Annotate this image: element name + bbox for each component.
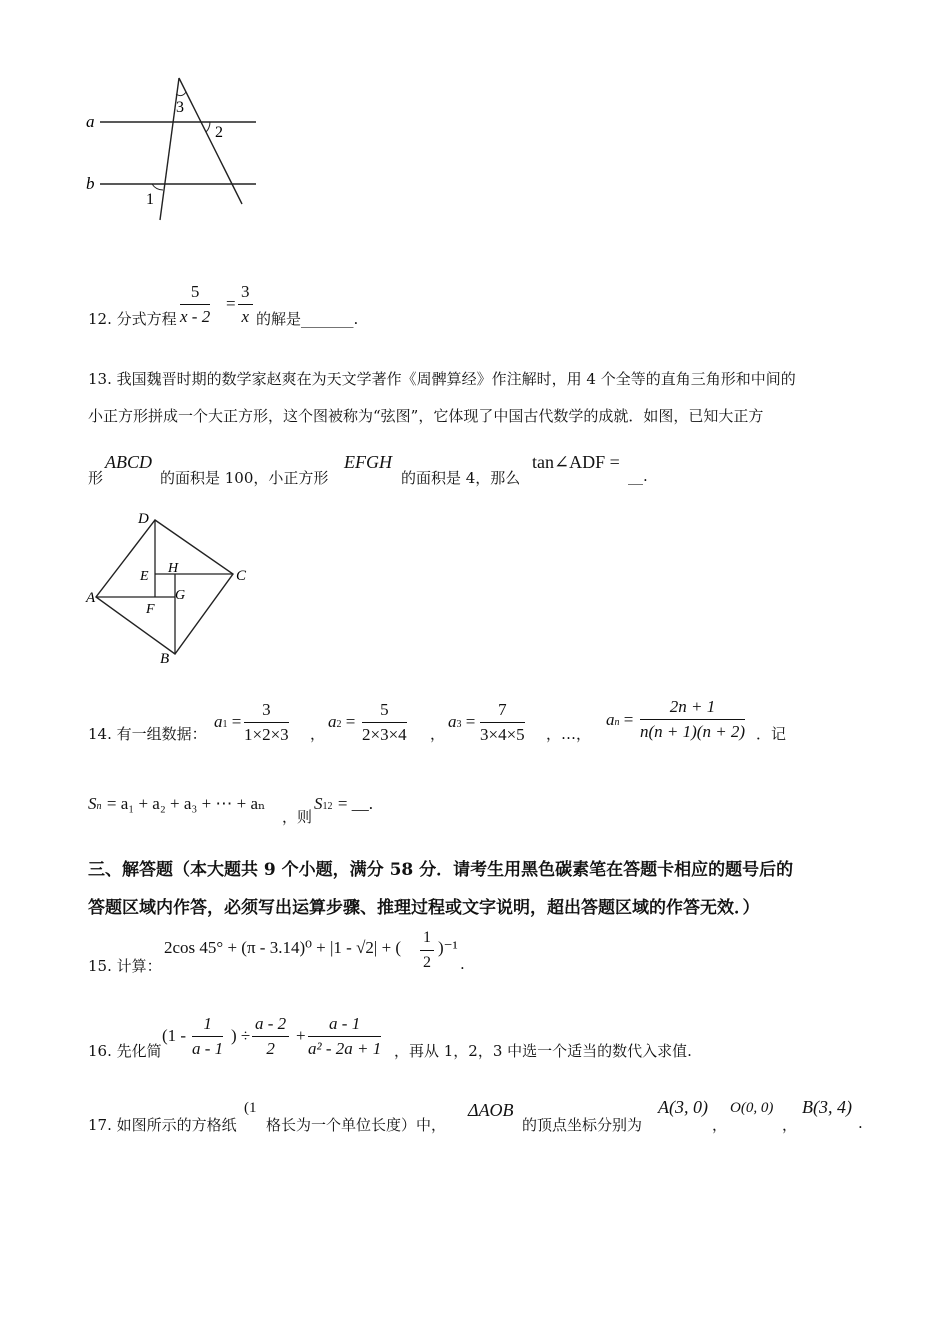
q17-paren-one: (1 xyxy=(244,1100,257,1116)
label-H: H xyxy=(168,561,179,576)
xiantu-figure xyxy=(82,505,257,670)
q12-frac1-num: 5 xyxy=(180,282,210,305)
q16-suffix: ，再从 1，2，3 中选一个适当的数代入求值. xyxy=(394,1042,692,1060)
q14-an: an = xyxy=(606,710,634,729)
q14-then: ，则 xyxy=(282,808,313,826)
q15-expression: 2cos 45° + (π - 3.14)⁰ + |1 - √2| + ( xyxy=(164,938,402,957)
q13-tan-expression: tan∠ADF = xyxy=(532,452,620,472)
label-E: E xyxy=(140,569,149,584)
q17-mid2: 的顶点坐标分别为 xyxy=(522,1116,643,1134)
parallel-lines-figure xyxy=(80,70,270,230)
q12-fraction-2 xyxy=(238,282,253,327)
label-a: a xyxy=(86,112,95,131)
q15-suffix: . xyxy=(460,955,465,973)
q13-line1: 13. 我国魏晋时期的数学家赵爽在为天文学著作《周髀算经》作注解时，用 4 个全等的直角三角形和中间的 xyxy=(88,370,796,388)
q17-point-O: O(0, 0) xyxy=(730,1100,774,1116)
q14-a1-fraction: $\frac{3}{1\times 2\times 3}$ xyxy=(244,700,289,744)
q14-s12: S12 = __. xyxy=(314,794,373,813)
q14-a3: a3 = xyxy=(448,712,476,731)
q15-prefix: 15. 计算： xyxy=(88,957,162,975)
label-F: F xyxy=(146,602,155,617)
q17-point-B: B(3, 4) xyxy=(802,1097,852,1117)
q14-comma-1: ， xyxy=(310,725,326,743)
q17-mid: 格长为一个单位长度）中， xyxy=(266,1116,447,1134)
q16-fraction-1: $\frac{1}{a - 1}$ xyxy=(192,1014,224,1058)
q14-a2-fraction: $\frac{5}{2\times 3\times 4}$ xyxy=(362,700,407,744)
section3-line2: 答题区域内作答，必须写出运算步骤、推理过程或文字说明，超出答题区域的作答无效．） xyxy=(88,898,760,918)
q12-fraction-1 xyxy=(180,282,210,327)
angle-2-arc xyxy=(206,122,210,132)
q16-prefix: 16. 先化简 xyxy=(88,1042,162,1060)
label-G: G xyxy=(175,588,186,603)
q12-frac2-den: x xyxy=(241,307,250,326)
q17-end: . xyxy=(858,1114,863,1132)
q17-sep-2: ， xyxy=(782,1116,798,1134)
q16-fraction-2: $\frac{a - 2}{2}$ xyxy=(252,1014,289,1059)
label-2: 2 xyxy=(215,124,223,141)
q15-exponent: )⁻¹ xyxy=(438,938,458,957)
q16-divide: ) ÷ xyxy=(231,1026,251,1045)
q13-abcd: ABCD xyxy=(105,452,152,472)
q17-triangle: ΔAOB xyxy=(468,1100,514,1120)
q16-open: (1 - xyxy=(162,1026,187,1045)
q12-frac1-den: x - 2 xyxy=(180,307,211,326)
q14-ellipsis: ，…， xyxy=(546,725,592,743)
q15-half-fraction: $\frac{1}{2}$ xyxy=(420,928,434,973)
label-b: b xyxy=(86,174,95,193)
q16-plus: + xyxy=(296,1026,306,1045)
q14-sum-definition: Sn = a₁ + a₂ + a₃ + ⋯ + aₙ xyxy=(88,794,266,813)
q13-line3-b: 的面积是 100，小正方形 xyxy=(160,469,329,487)
q14-a2: a2 = xyxy=(328,712,356,731)
q17-point-A: A(3, 0) xyxy=(658,1097,708,1117)
q14-a1: a1 = xyxy=(214,712,242,731)
q17-prefix: 17. 如图所示的方格纸 xyxy=(88,1116,237,1134)
q14-suffix: ．记 xyxy=(756,725,787,743)
section3-line1: 三、解答题（本大题共 9 个小题，满分 58 分．请考生用黑色碳素笔在答题卡相应的题号后的 xyxy=(88,860,794,880)
q12-equals: = xyxy=(226,294,236,313)
q14-prefix: 14. 有一组数据： xyxy=(88,725,207,743)
q14-a3-fraction: $\frac{7}{3\times 4\times 5}$ xyxy=(480,700,525,744)
q13-line2: 小正方形拼成一个大正方形，这个图被称为“弦图”，它体现了中国古代数学的成就．如图，已知大正方 xyxy=(88,407,764,425)
label-A: A xyxy=(86,590,96,606)
q13-blank: __. xyxy=(628,467,648,485)
q13-efgh: EFGH xyxy=(344,452,392,472)
big-square-abcd xyxy=(96,520,233,654)
q16-fraction-3: $\frac{a - 1}{\text{a² - 2a + 1}}$ xyxy=(308,1014,382,1058)
transversal-right xyxy=(179,78,242,204)
q12-suffix: 的解是_______. xyxy=(256,310,359,328)
q14-comma-2: ， xyxy=(430,725,446,743)
angle-1-arc xyxy=(152,184,163,190)
q12-prefix: 12. 分式方程 xyxy=(88,310,177,328)
label-3: 3 xyxy=(176,99,184,116)
label-C: C xyxy=(236,568,247,584)
label-D: D xyxy=(138,511,149,527)
q13-line3-c: 的面积是 4，那么 xyxy=(401,469,521,487)
q13-line3-a: 形 xyxy=(88,469,104,487)
q12-frac2-num: 3 xyxy=(238,282,253,305)
label-B: B xyxy=(160,651,170,667)
q17-sep-1: ， xyxy=(712,1116,728,1134)
label-1: 1 xyxy=(146,191,154,208)
q14-an-fraction: $\frac{2n + 1}{n(n + 1)(n + 2)}$ xyxy=(640,697,746,741)
